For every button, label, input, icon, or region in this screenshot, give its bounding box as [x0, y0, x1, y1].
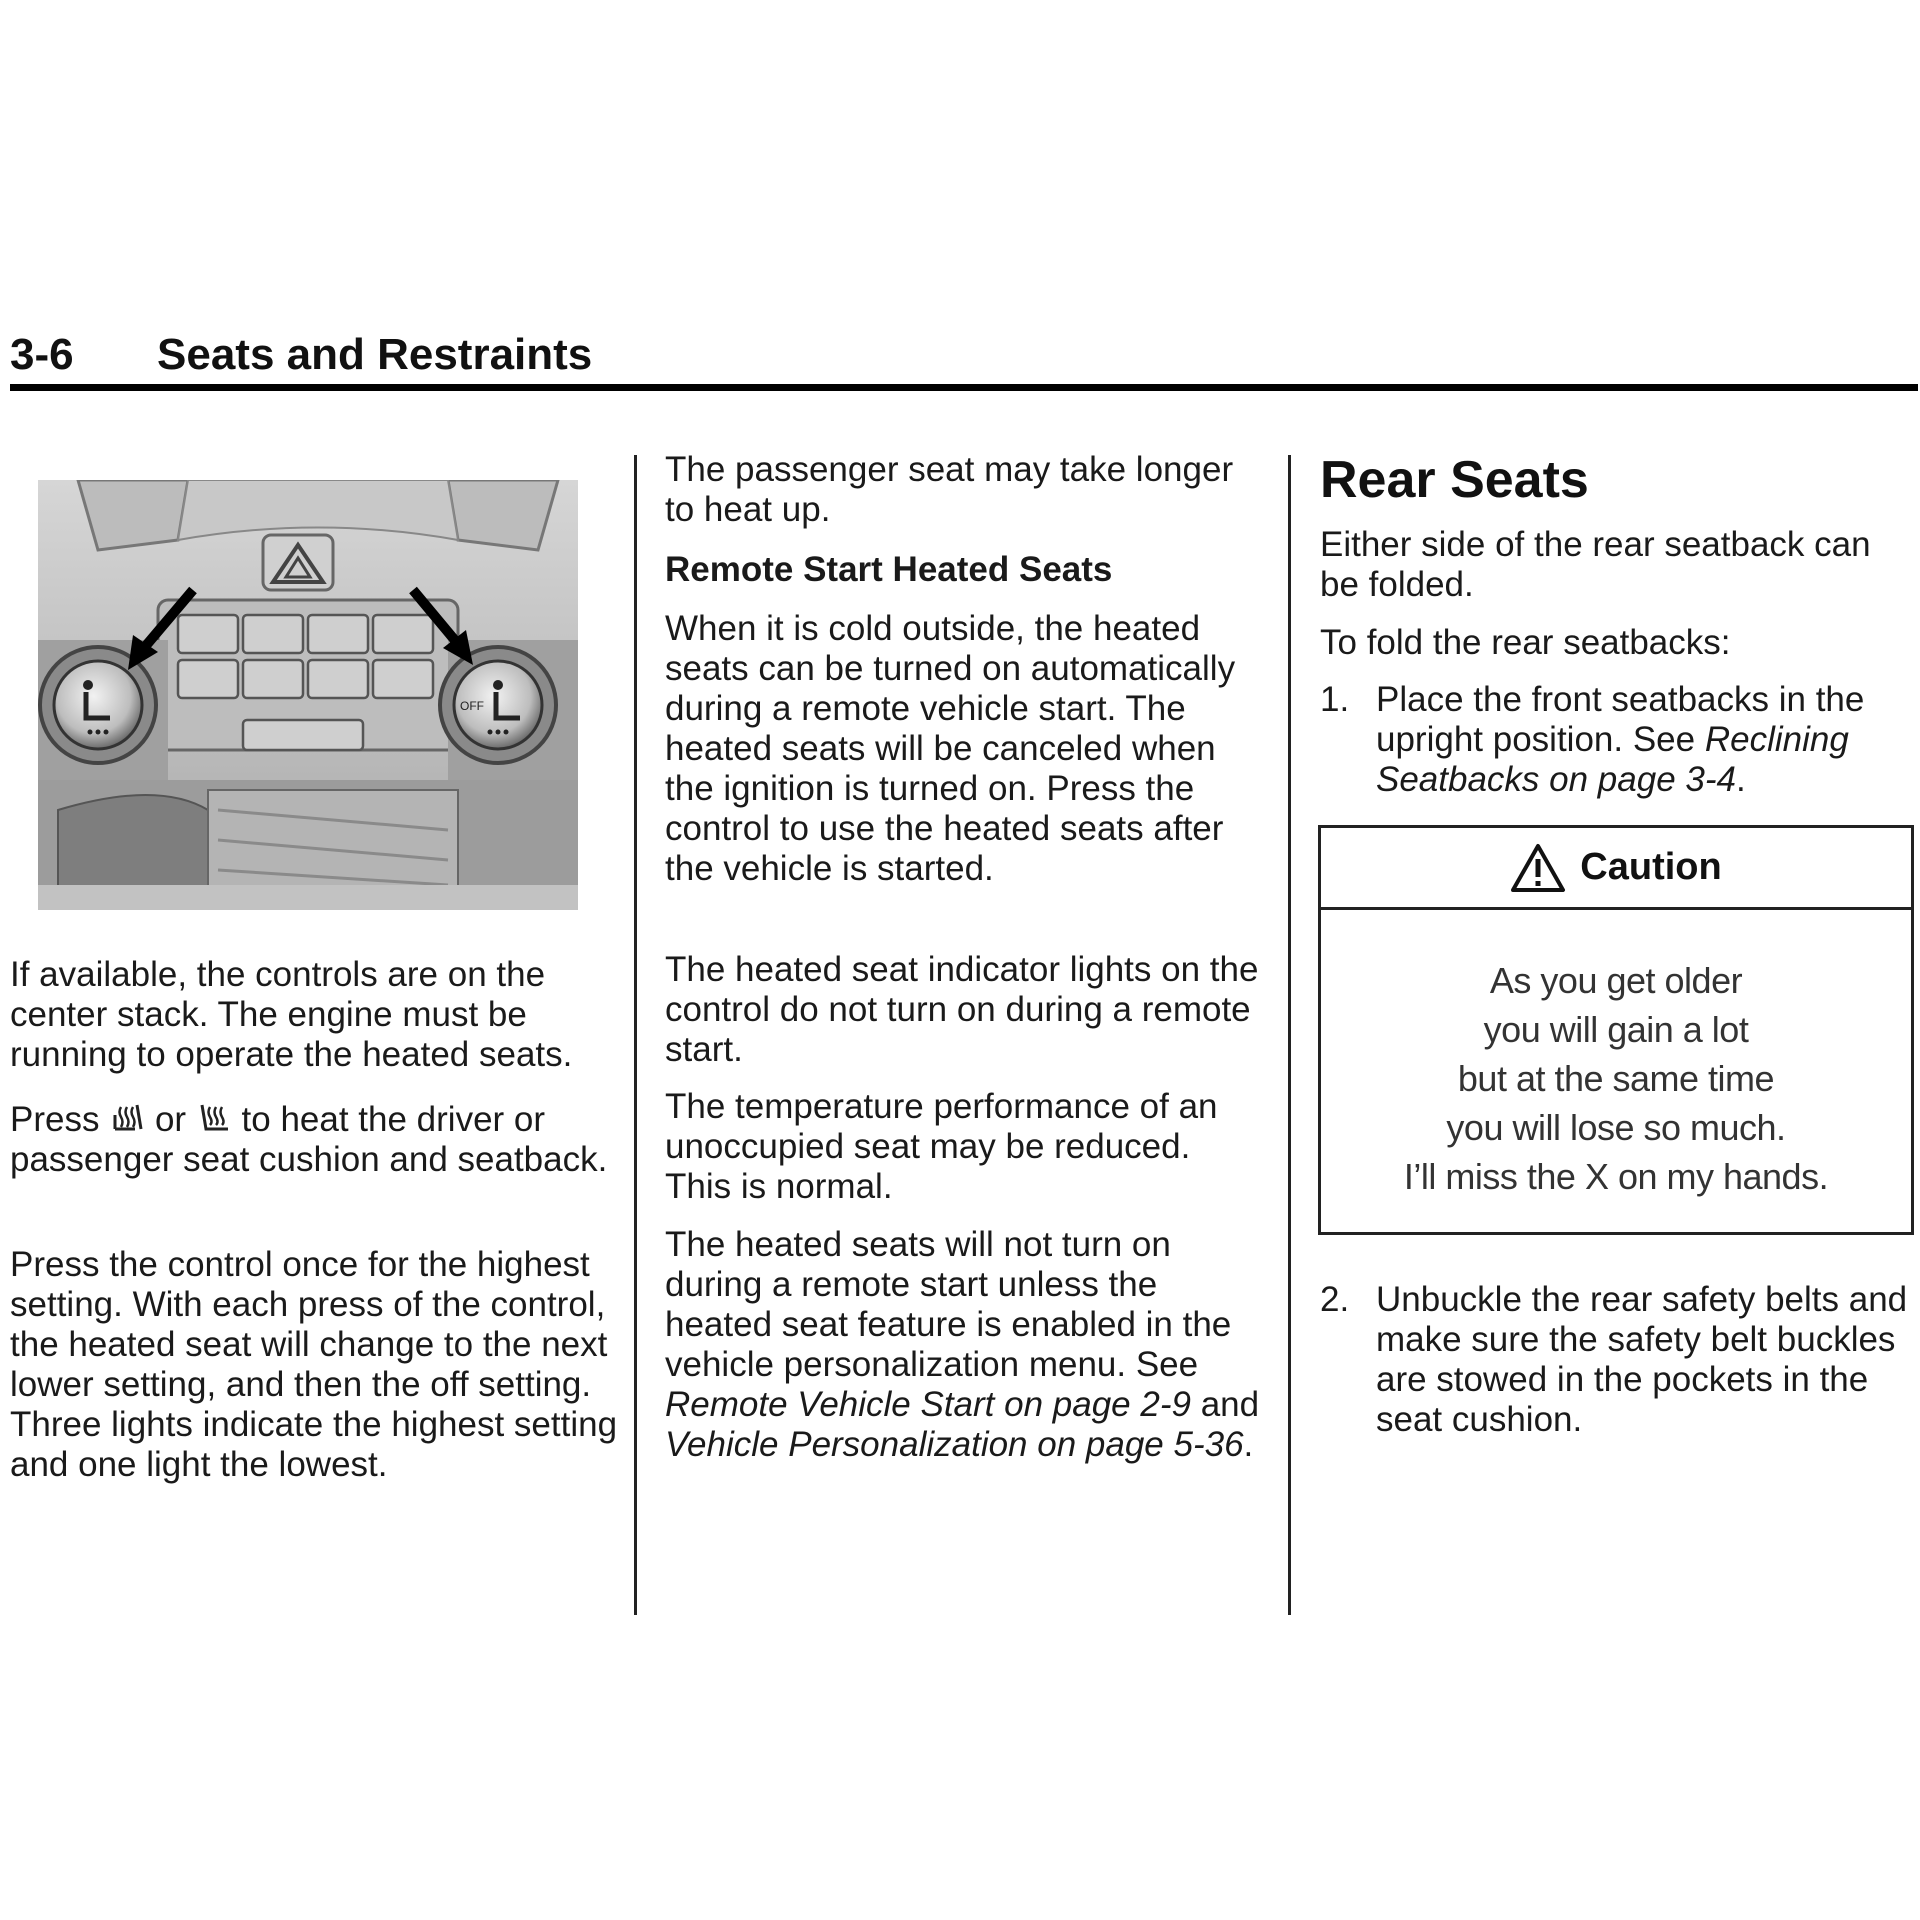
indicator-lights-paragraph: The heated seat indicator lights on the control do not turn on during a remote start.	[665, 950, 1259, 1069]
driver-heated-seat-icon	[109, 1101, 145, 1135]
text-to-heat: to heat the driver or passenger seat cushion and seatback.	[10, 1100, 608, 1179]
press-to-heat-paragraph	[10, 1100, 620, 1180]
off-label: OFF	[460, 699, 484, 713]
rear-seats-heading: Rear Seats	[1320, 451, 1589, 509]
controls-location-paragraph: If available, the controls are on the center stack. The engine must be running to operate the heated seats.	[10, 955, 573, 1074]
caution-body	[1321, 956, 1911, 1201]
remote-vehicle-start-link[interactable]: Remote Vehicle Start on page 2-9	[665, 1385, 1191, 1424]
sentence-end: .	[1243, 1425, 1254, 1464]
heated-seat-controls-illustration	[38, 480, 578, 910]
column-divider	[634, 455, 637, 1615]
step-2-text: Unbuckle the rear safety belts and make sure the safety belt buckles are stowed in the pockets in the seat cushion.	[1376, 1280, 1908, 1439]
personalization-paragraph	[665, 1225, 1265, 1465]
page-number: 3-6	[10, 330, 74, 379]
text-and: and	[1200, 1385, 1260, 1424]
caution-header	[1321, 828, 1911, 910]
remote-start-paragraph: When it is cold outside, the heated seats can be turned on automatically during a remote vehicle start. The heated seats will be canceled when the ignition is turned on. Press the control to use the heated seats after the vehicle is started.	[665, 609, 1236, 888]
caution-box	[1318, 825, 1914, 1235]
text-or: or	[154, 1100, 187, 1139]
step-number: 1.	[1320, 680, 1350, 719]
step-2	[1320, 1280, 1910, 1440]
section-title: Seats and Restraints	[157, 330, 593, 379]
settings-paragraph: Press the control once for the highest setting. With each press of the control, the heated seat will change to the next lower setting, and then the off setting. Three lights indicate the highest setting and one light the lowest.	[10, 1245, 618, 1484]
vehicle-personalization-link[interactable]: Vehicle Personalization on page 5-36	[665, 1425, 1244, 1464]
rear-seatback-paragraph: Either side of the rear seatback can be folded.	[1320, 525, 1871, 604]
fold-intro-paragraph: To fold the rear seatbacks:	[1320, 623, 1731, 662]
caution-line: but at the same time	[1457, 1058, 1775, 1099]
passenger-seat-paragraph: The passenger seat may take longer to heat up.	[665, 450, 1234, 529]
step-text	[1376, 680, 1910, 800]
sentence-end: .	[1735, 760, 1746, 799]
temperature-performance-paragraph: The temperature performance of an unoccupied seat may be reduced. This is normal.	[665, 1087, 1218, 1206]
caution-line: you will gain a lot	[1483, 1009, 1749, 1050]
caution-line: I’ll miss the X on my hands.	[1403, 1156, 1829, 1197]
remote-start-heading: Remote Start Heated Seats	[665, 550, 1113, 589]
step-1	[1320, 680, 1910, 800]
personalization-text: The heated seats will not turn on during a remote start unless the heated seat feature is enabled in the vehicle personalization menu. See	[665, 1225, 1232, 1384]
reclining-seatbacks-link[interactable]: Reclining Seatbacks on page 3-4	[1376, 720, 1849, 799]
step-number: 2.	[1320, 1280, 1350, 1319]
caution-line: you will lose so much.	[1446, 1107, 1786, 1148]
caution-label: Caution	[1580, 846, 1722, 888]
passenger-heated-seat-icon	[196, 1101, 232, 1135]
caution-line: As you get older	[1489, 960, 1743, 1001]
column-divider	[1288, 455, 1291, 1615]
warning-triangle-icon	[1510, 843, 1566, 893]
text-press: Press	[10, 1100, 100, 1139]
step-1-text: Place the front seatbacks in the upright position. See	[1376, 680, 1865, 759]
header-rule	[10, 384, 1918, 391]
